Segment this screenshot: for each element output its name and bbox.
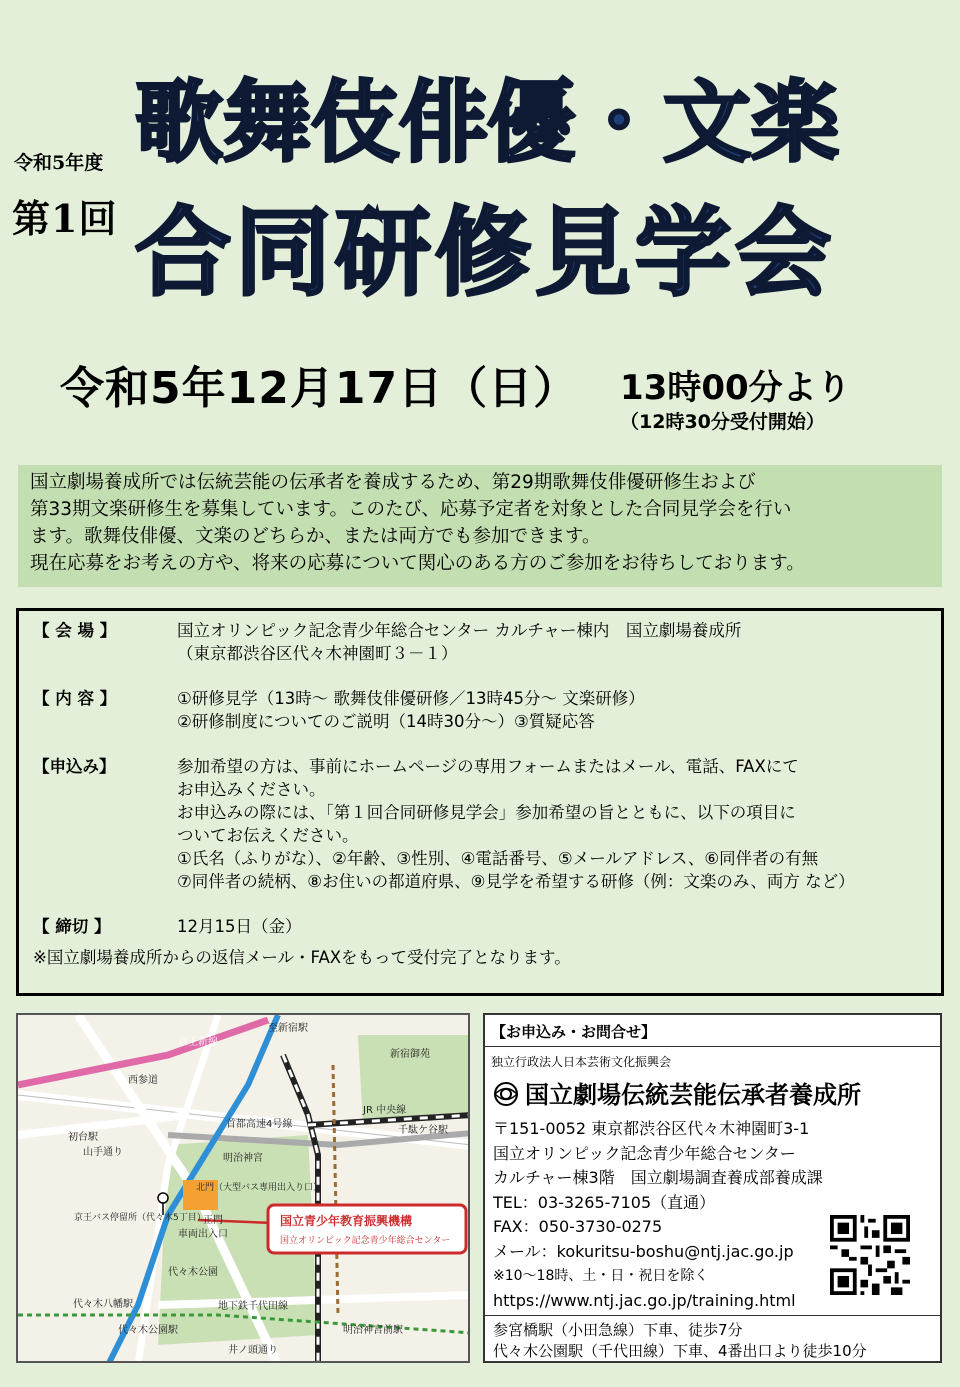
- map-label: 国立オリンピック記念青少年総合センター: [280, 1236, 451, 1246]
- apply-line: ついてお伝えください。: [177, 826, 359, 845]
- apply-line: お申込みください。: [177, 780, 326, 799]
- event-date: 令和5年12月17日（日）: [60, 363, 579, 414]
- map-label: 新宿御苑: [390, 1049, 430, 1060]
- confirmation-note: ※国立劇場養成所からの返信メール・FAXをもって受付完了となります。: [33, 948, 571, 967]
- contact-heading: 【お申込み・お問合せ】: [491, 1023, 657, 1041]
- venue-line: 国立オリンピック記念青少年総合センター カルチャー棟内 国立劇場養成所: [177, 621, 742, 640]
- content-line: ②研修制度についてのご説明（14時30分～）③質疑応答: [177, 712, 595, 731]
- contact-box: [483, 1013, 942, 1363]
- reception-time: （12時30分受付開始）: [620, 411, 825, 433]
- map-label: 地下鉄千代田線: [218, 1301, 288, 1312]
- access-info: [493, 1320, 867, 1362]
- access-map: [16, 1013, 470, 1363]
- website-link[interactable]: https://www.ntj.jac.go.jp/training.html: [493, 1290, 796, 1310]
- hours-note: ※10～18時、土・日・祝日を除く: [493, 1268, 709, 1284]
- map-label: 千駄ケ谷駅: [398, 1125, 448, 1136]
- map-label: 国立青少年教育振興機構: [280, 1214, 413, 1228]
- map-label: 至新宿駅: [268, 1023, 308, 1034]
- content-value: [177, 687, 645, 733]
- access-line: 参宮橋駅（小田急線）下車、徒歩7分: [493, 1321, 743, 1339]
- map-label: 西参道: [128, 1075, 158, 1086]
- title-line-1: 歌舞伎俳優・文楽: [135, 70, 840, 174]
- access-line: 代々木公園駅（千代田線）下車、4番出口より徒歩10分: [493, 1342, 867, 1360]
- title-line-2: 合同研修見学会: [135, 196, 835, 309]
- fax-line: FAX：050-3730-0275: [493, 1217, 663, 1236]
- apply-value: [177, 755, 855, 893]
- address-line: カルチャー棟3階 国立劇場調査養成部養成課: [493, 1168, 823, 1187]
- address-line: 〒151-0052 東京都渋谷区代々木神園町3-1: [493, 1119, 810, 1138]
- map-label: 山手通り: [83, 1147, 123, 1158]
- intro-line: 第33期文楽研修生を募集しています。このたび、応募予定者を対象とした合同見学会を行い: [30, 499, 792, 520]
- intro-line: ます。歌舞伎俳優、文楽のどちらか、または両方でも参加できます。: [30, 526, 601, 547]
- map-label: 北門（大型バス専用出入り口）: [196, 1183, 323, 1193]
- qr-code-icon[interactable]: [830, 1215, 910, 1295]
- content-line: ①研修見学（13時～ 歌舞伎俳優研修／13時45分～ 文楽研修）: [177, 689, 645, 708]
- venue-row: [33, 619, 927, 665]
- intro-line: 現在応募をお考えの方や、将来の応募について関心のある方のご参加をお待ちしております。: [30, 553, 805, 574]
- event-start-time: 13時00分より: [620, 368, 851, 408]
- apply-line: お申込みの際には、「第１回合同研修見学会」参加希望の旨とともに、以下の項目に: [177, 803, 796, 822]
- intro-box: [18, 465, 942, 587]
- map-label: 京王バス停留所（代々木5丁目）: [74, 1213, 206, 1223]
- map-label: 明治神宮前駅: [343, 1325, 403, 1336]
- map-label: 代々木公園: [168, 1267, 218, 1278]
- map-label: JR 中央線: [363, 1105, 407, 1116]
- venue-line: （東京都渋谷区代々木神園町３－１）: [177, 644, 458, 663]
- address-line: 国立オリンピック記念青少年総合センター: [493, 1143, 796, 1163]
- round-label: 第1回: [12, 196, 118, 241]
- map-label: 井ノ頭通り: [228, 1345, 278, 1356]
- map-label: 明治神宮: [223, 1153, 263, 1164]
- email-line[interactable]: メール：kokuritsu-boshu@ntj.jac.go.jp: [493, 1241, 794, 1261]
- map-label: 首都高速4号線: [226, 1119, 293, 1130]
- institute-name: 国立劇場伝統芸能伝承者養成所: [491, 1075, 861, 1110]
- apply-row: [33, 755, 927, 893]
- apply-line: 参加希望の方は、事前にホームページの専用フォームまたはメール、電話、FAXにて: [177, 757, 799, 776]
- deadline-label: 【 締切 】: [33, 917, 111, 936]
- contact-details: [493, 1117, 823, 1313]
- map-label: 車両出入口: [178, 1229, 228, 1240]
- venue-label: 【 会 場 】: [33, 621, 117, 640]
- tel-line: TEL：03-3265-7105（直通）: [493, 1192, 716, 1212]
- map-label: 代々木公園駅: [118, 1325, 178, 1336]
- deadline-row: [33, 915, 927, 938]
- info-box: [16, 608, 944, 996]
- map-label: 正門: [203, 1215, 223, 1226]
- content-row: [33, 687, 927, 733]
- map-label: 京王新線: [178, 1037, 218, 1048]
- deadline-value: 12月15日（金）: [177, 917, 302, 936]
- map-label: 初台駅: [68, 1132, 98, 1143]
- venue-value: [177, 619, 741, 665]
- apply-line: ⑦同伴者の続柄、⑧お住いの都道府県、⑨見学を希望する研修（例：文楽のみ、両方 など）: [177, 872, 855, 891]
- intro-line: 国立劇場養成所では伝統芸能の伝承者を養成するため、第29期歌舞伎俳優研修生および: [30, 472, 756, 493]
- apply-label: 【申込み】: [33, 757, 116, 776]
- map-label: 代々木八幡駅: [73, 1299, 133, 1310]
- organization-name: 独立行政法人日本芸術文化振興会: [491, 1055, 672, 1069]
- content-label: 【 内 容 】: [33, 689, 117, 708]
- fiscal-year-label: 令和5年度: [14, 152, 104, 174]
- crest-icon: [491, 1081, 521, 1107]
- apply-line: ①氏名（ふりがな）、②年齢、③性別、④電話番号、⑤メールアドレス、⑥同伴者の有無: [177, 849, 819, 868]
